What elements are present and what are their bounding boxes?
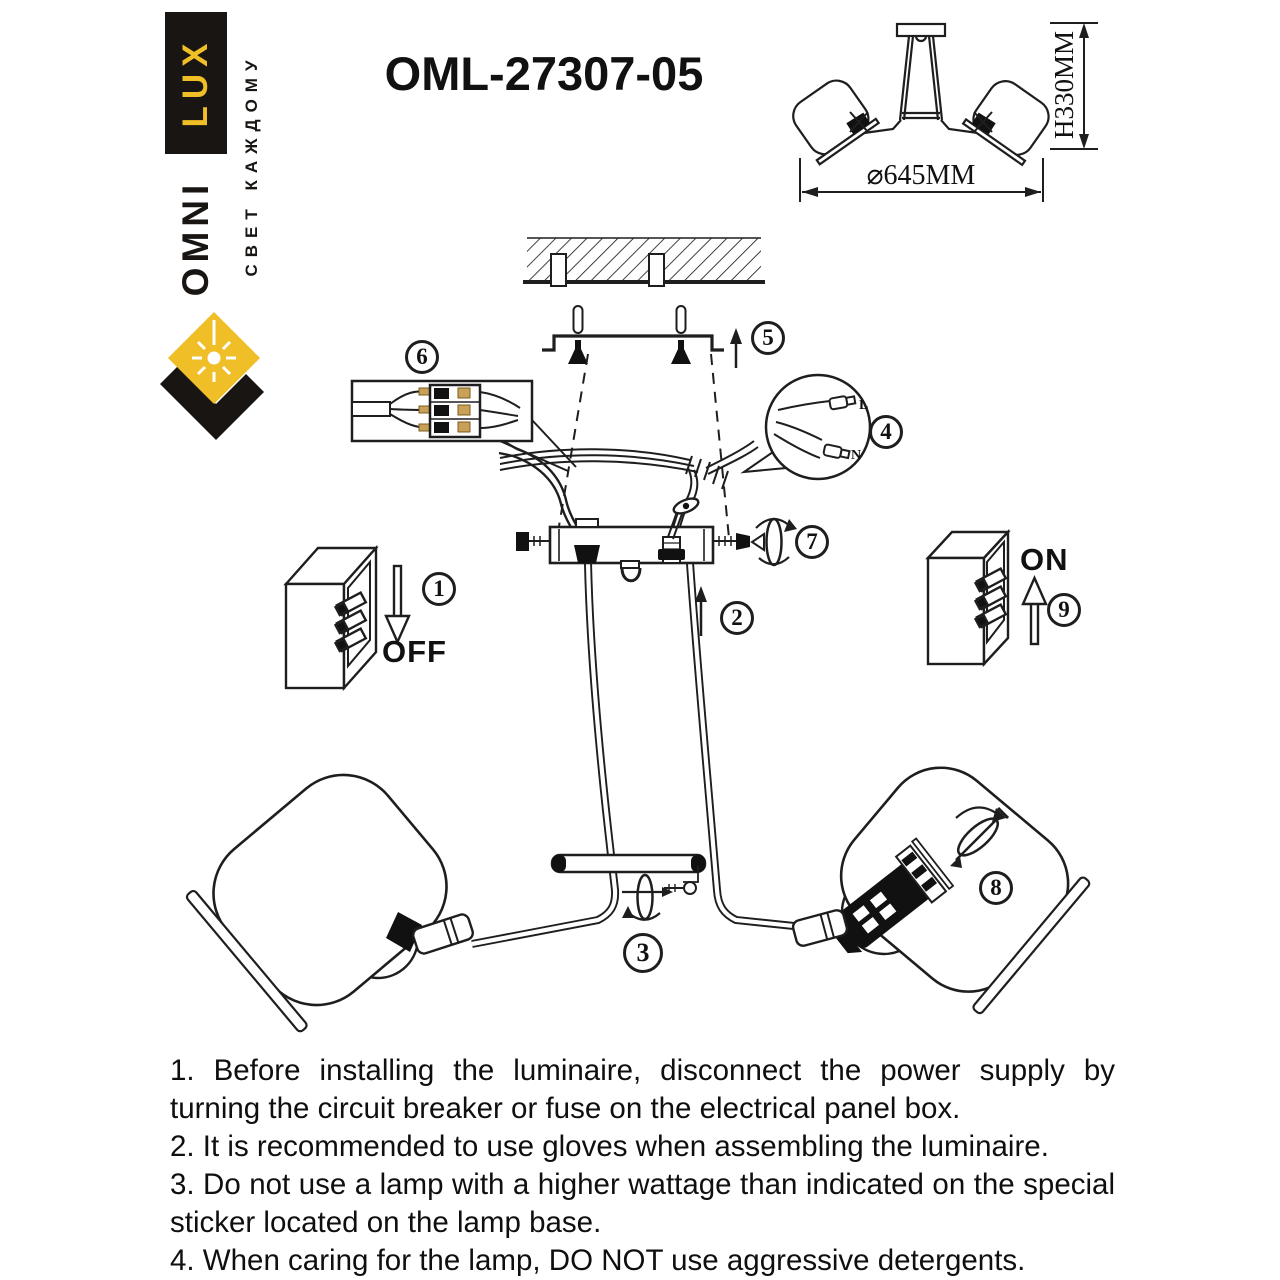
strain-relief-nut [658,549,685,560]
mounting-screw [568,340,588,364]
product-outline-sketch [784,24,1058,165]
wire-neutral-label: N [851,448,862,463]
cable-gland [574,545,600,563]
right-shade [818,745,1091,1015]
step-marker-1: 1 [422,572,456,606]
step-marker-3: 3 [623,933,663,973]
ceiling-section [523,238,765,286]
step-marker-2: 2 [720,601,754,635]
dashed-guides [557,354,729,538]
rotate-arrow-icon [784,519,797,532]
ceiling-drill-hole [649,254,664,286]
canopy-side-screw [736,533,750,550]
wire-ferrules [419,388,430,431]
mounting-screw [671,340,691,364]
brand-tagline: СВЕТ КАЖДОМУ [242,53,261,277]
terminal-screws [458,388,470,432]
arrow-up-icon [695,586,707,602]
switch-off-label: OFF [382,634,447,669]
diameter-dimension-label: ⌀645MM [866,160,976,191]
frame-tubes [472,563,842,944]
arrow-down-outline-icon [394,566,401,618]
right-shade-assembly [792,745,1095,1017]
instruction-item-3: 3. Do not use a lamp with a higher wattage than indicated on the special sticker located on the lamp base. [170,1168,1115,1239]
installation-instructions [170,1052,1115,1280]
step-marker-8: 8 [979,871,1013,905]
instruction-item-4: 4. When caring for the lamp, DO NOT use aggressive detergents. [170,1244,1026,1277]
step-marker-9: 9 [1047,593,1081,627]
canopy-side-screw [516,532,529,551]
brand-logo-omni: OMNI [175,179,216,297]
step-marker-5: 5 [751,321,785,355]
arrow-up-outline-icon [1023,578,1046,604]
terminal-clamps [434,388,449,433]
spinner-washer [767,519,782,565]
wire-live-label: L [859,398,869,413]
arrow-up-outline-icon [1031,602,1038,644]
step-marker-6: 6 [405,340,439,374]
instruction-item-2: 2. It is recommended to use gloves when assembling the luminaire. [170,1130,1049,1163]
canopy-assembly [516,496,797,636]
hanging-hook [622,568,640,581]
arrow-up-icon [730,328,742,344]
step-marker-7: 7 [795,525,829,559]
rotate-arrow-icon [622,906,634,918]
height-dimension-label: H330MM [1049,31,1079,140]
crossbar-assembly [552,855,705,920]
instruction-item-1: 1. Before installing the luminaire, disconnect the power supply by turning the circuit breaker or fuse on the electrical panel box. [170,1054,1115,1125]
spinner-washer [638,875,653,919]
left-shade-assembly [182,751,474,1035]
wire-bundle [500,441,758,536]
step-marker-4: 4 [869,415,903,449]
ceiling-drill-hole [551,254,566,286]
switch-on-label: ON [1020,542,1069,577]
left-shade [190,751,470,1028]
model-number-title: OML-27307-05 [384,47,704,100]
brand-logo-lux: LUX [176,36,215,128]
